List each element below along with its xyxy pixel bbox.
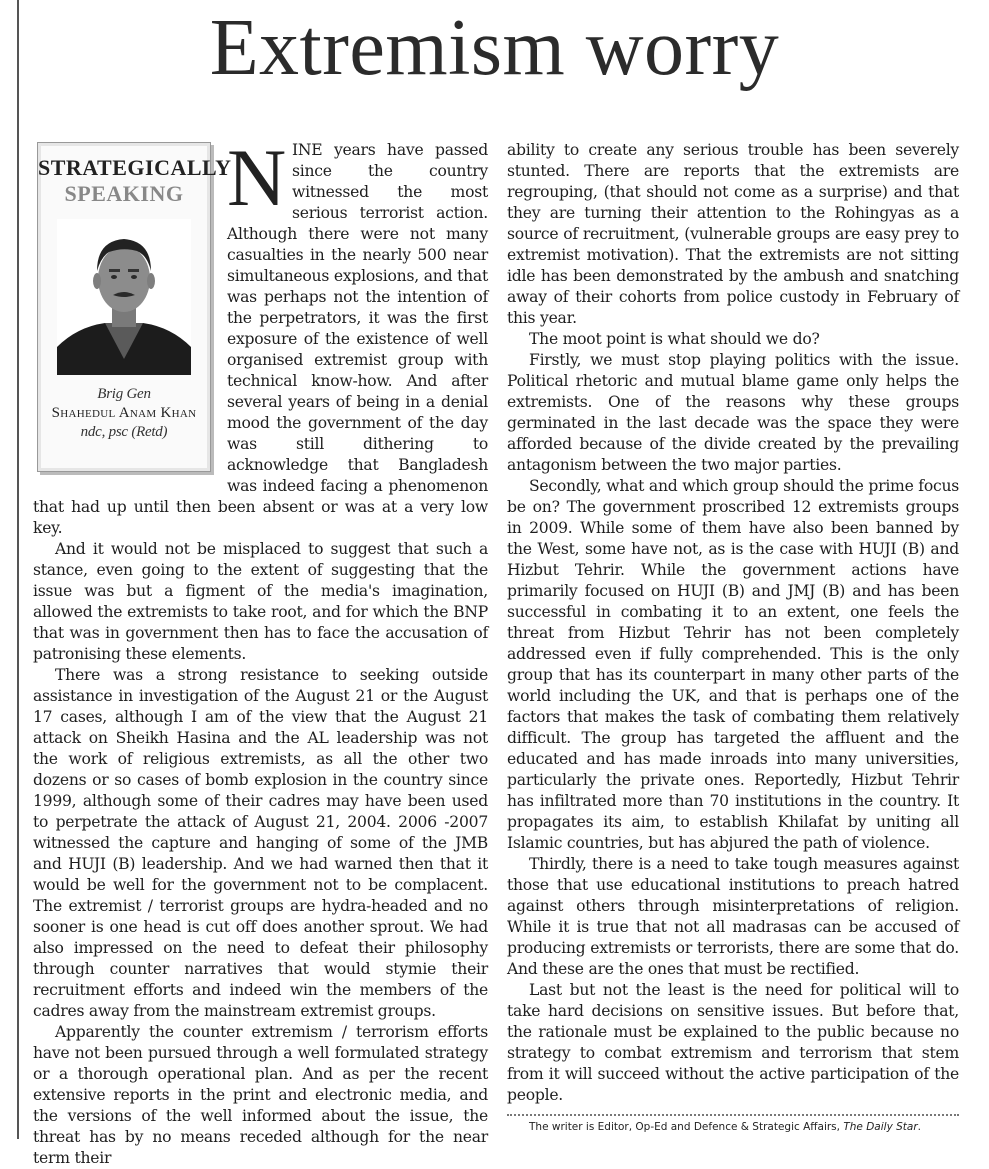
column-rule [17, 0, 19, 1139]
author-footnote: The writer is Editor, Op-Ed and Defence & Strategic Affairs, The Daily Star. [529, 1121, 921, 1133]
author-name: Shahedul Anam Khan [51, 405, 197, 421]
article-paragraph: And it would not be misplaced to suggest that such a stance, even going to the extent of suggesting that the issue was but a figment of the media's imagination, allowed the extremists to take root, and for which the BNP that was in government then has to face the accusation of patronising these elements. [33, 540, 488, 663]
author-rank: Brig Gen [97, 386, 151, 402]
drop-cap: N [227, 132, 286, 223]
article-paragraph: The moot point is what should we do? [529, 330, 820, 348]
column-title-line2: SPEAKING [64, 181, 184, 206]
article-paragraph: Thirdly, there is a need to take tough measures against those that use educational institutions to preach hatred against others through misinterpretations of religion. While it is true that not all madrasas can be accused of producing extremists or terrorists, there are some that do. And these are the ones that must be rectified. [507, 855, 959, 978]
article-paragraph: Last but not the least is the need for political will to take hard decisions on sensitive issues. But before that, the rationale must be explained to the public because no strategy to combat extremism and terrorism that stem from it will succeed without the active participation of the people. [507, 981, 959, 1104]
author-degrees: ndc, psc (Retd) [80, 424, 168, 440]
column-title-line1: STRATEGICALLY [38, 155, 232, 180]
article-paragraph: NINE years have passed since the country witnessed the most serious terrorist action. Although there were not many casualties in the nearly 500 near simultaneous explosions, and that was perhaps not the intention of the perpetrators, it was the first exposure of the existence of well organised extremist group with technical know-how. And after several years of being in a denial mood the government of the day was still dithering to acknowledge that Bangladesh was indeed facing a phenomenon that had up until then been absent or was at a very low key. [33, 132, 488, 537]
article-paragraph: Firstly, we must stop playing politics with the issue. Political rhetoric and mutual blame game only helps the extremists. One of the reasons why these groups germinated in the last decade was the space they were afforded because of the divide created by the prevailing antagonism between the two major parties. [507, 351, 959, 474]
article-paragraph: Apparently the counter extremism / terrorism efforts have not been pursued through a well formulated strategy or a thorough operational plan. And as per the recent extensive reports in the print and electronic media, and the versions of the well informed about the issue, the threat has by no means receded although for the near term their [33, 1023, 488, 1167]
author-photo [57, 219, 191, 375]
article-paragraph: There was a strong resistance to seeking outside assistance in investigation of the August 21 or the August 17 cases, although I am of the view that the August 21 attack on Sheikh Hasina and the AL leadership was not the work of religious extremists, as all the other two dozens or so cases of bomb explosion in the country since 1999, although some of their cadres may have been used to perpetrate the attack of August 21, 2004. 2006 -2007 witnessed the capture and hanging of some of the JMB and HUJI (B) leadership. And we had warned then that it would be well for the government not to be complacent. The extremist / terrorist groups are hydra-headed and no sooner is one head is cut off does another sprout. We had also impressed on the need to defeat their philosophy through counter narratives that would stymie their recruitment efforts and indeed win the members of the cadres away from the mainstream extremist groups. [33, 666, 488, 1020]
article-paragraph: ability to create any serious trouble has been severely stunted. There are reports that the extremists are regrouping, (that should not come as a surprise) and that they are turning their attention to the Rohingyas as a source of recruitment, (vulnerable groups are easy prey to extremist motivation). That the extremists are not sitting idle has been demonstrated by the ambush and snatching away of their cohorts from police custody in February of this year. [507, 141, 959, 327]
article-column-right [507, 140, 959, 1135]
columnist-box [37, 142, 232, 472]
article-paragraph: Secondly, what and which group should the prime focus be on? The government proscribed 12 extremists groups in 2009. While some of them have also been banned by the West, some have not, as is the case with HUJI (B) and Hizbut Tehrir. While the government actions have primarily focused on HUJI (B) and JMJ (B) and has been successful in combating it to an extent, one feels the threat from Hizbut Tehrir has not been completely addressed even if fully comprehended. This is the only group that has its counterpart in many other parts of the world including the UK, and that is perhaps one of the factors that makes the task of combating them relatively difficult. The group has targeted the affluent and the educated and has made inroads into many universities, particularly the private ones. Reportedly, Hizbut Tehrir has infiltrated more than 70 institutions in the country. It propagates its aim, to establish Khilafat by uniting all Islamic countries, but has abjured the path of violence. [507, 477, 959, 852]
publication-name: The Daily Star [843, 1121, 918, 1133]
headline: Extremism worry [209, 4, 780, 92]
article-column-left [33, 132, 488, 1169]
